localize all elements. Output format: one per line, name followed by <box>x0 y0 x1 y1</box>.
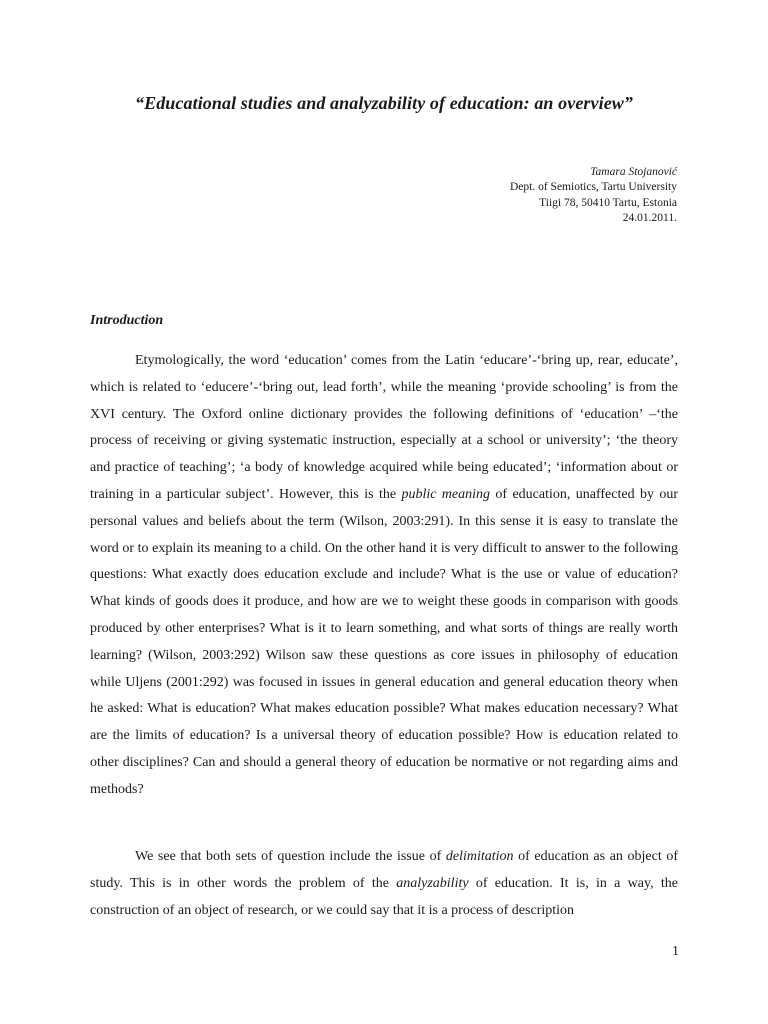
text-run: of education, unaffected by our personal values and beliefs about the term (Wilson, 2003:291). In this sense it is easy to translate the word or to explain its meaning to a child. On the other hand it is very difficult to answer to the following questions: What exactly does education exclude and include? What is the use or value of education? What kinds of goods does it produce, and how are we to weight these goods in comparison with goods produced by other enterprises? What is it to learn something, and what sorts of things are really worth learning? (Wilson, 2003:292) Wilson saw these questions as core issues in philosophy of education while Uljens (2001:292) was focused in issues in general education and general education theory when he asked: What is education? What makes education possible? What makes education necessary? What are the limits of education? Is a universal theory of education possible? How is education related to other disciplines? Can and should a general theory of education be normative or not regarding aims and methods? <box>90 486 678 797</box>
page-number: 1 <box>672 944 679 959</box>
author-address: Tiigi 78, 50410 Tartu, Estonia <box>539 196 677 209</box>
author-date: 24.01.2011. <box>622 211 677 224</box>
paragraph-runs <box>90 849 678 918</box>
emphasized-term: delimitation <box>445 849 514 864</box>
emphasized-term: public meaning <box>401 486 491 502</box>
text-run: We see that both sets of question include the issue of <box>135 849 446 864</box>
paragraph-delimitation <box>90 844 678 924</box>
paragraph-introduction <box>90 348 678 804</box>
emphasized-term: analyzability <box>396 875 469 891</box>
paragraph-runs <box>90 353 678 797</box>
paper-title: “Educational studies and analyzability of education: an overview” <box>134 93 633 113</box>
text-run: of education as an object of study. This is in other words the problem of the <box>90 849 678 891</box>
author-block <box>510 165 677 226</box>
author-department: Dept. of Semiotics, Tartu University <box>510 181 677 194</box>
text-run: of education. It is, in a way, the construction of an object of research, or we could say that it is a process of description <box>90 875 678 918</box>
author-name: Tamara Stojanović <box>590 166 677 178</box>
section-heading: Introduction <box>90 313 164 328</box>
text-run: Etymologically, the word ‘education’ comes from the Latin ‘educare’-‘bring up, rear, educate’, which is related to ‘educere’-‘bring out, lead forth’, while the meaning ‘provide schooling’ is from the XVI century. The Oxford online dictionary provides the following definitions of ‘education’ –‘the process of receiving or giving systematic instruction, especially at a school or university’; ‘the theory and practice of teaching’; ‘a body of knowledge acquired while being educated’; ‘information about or training in a particular subject’. However, this is the <box>90 353 678 502</box>
